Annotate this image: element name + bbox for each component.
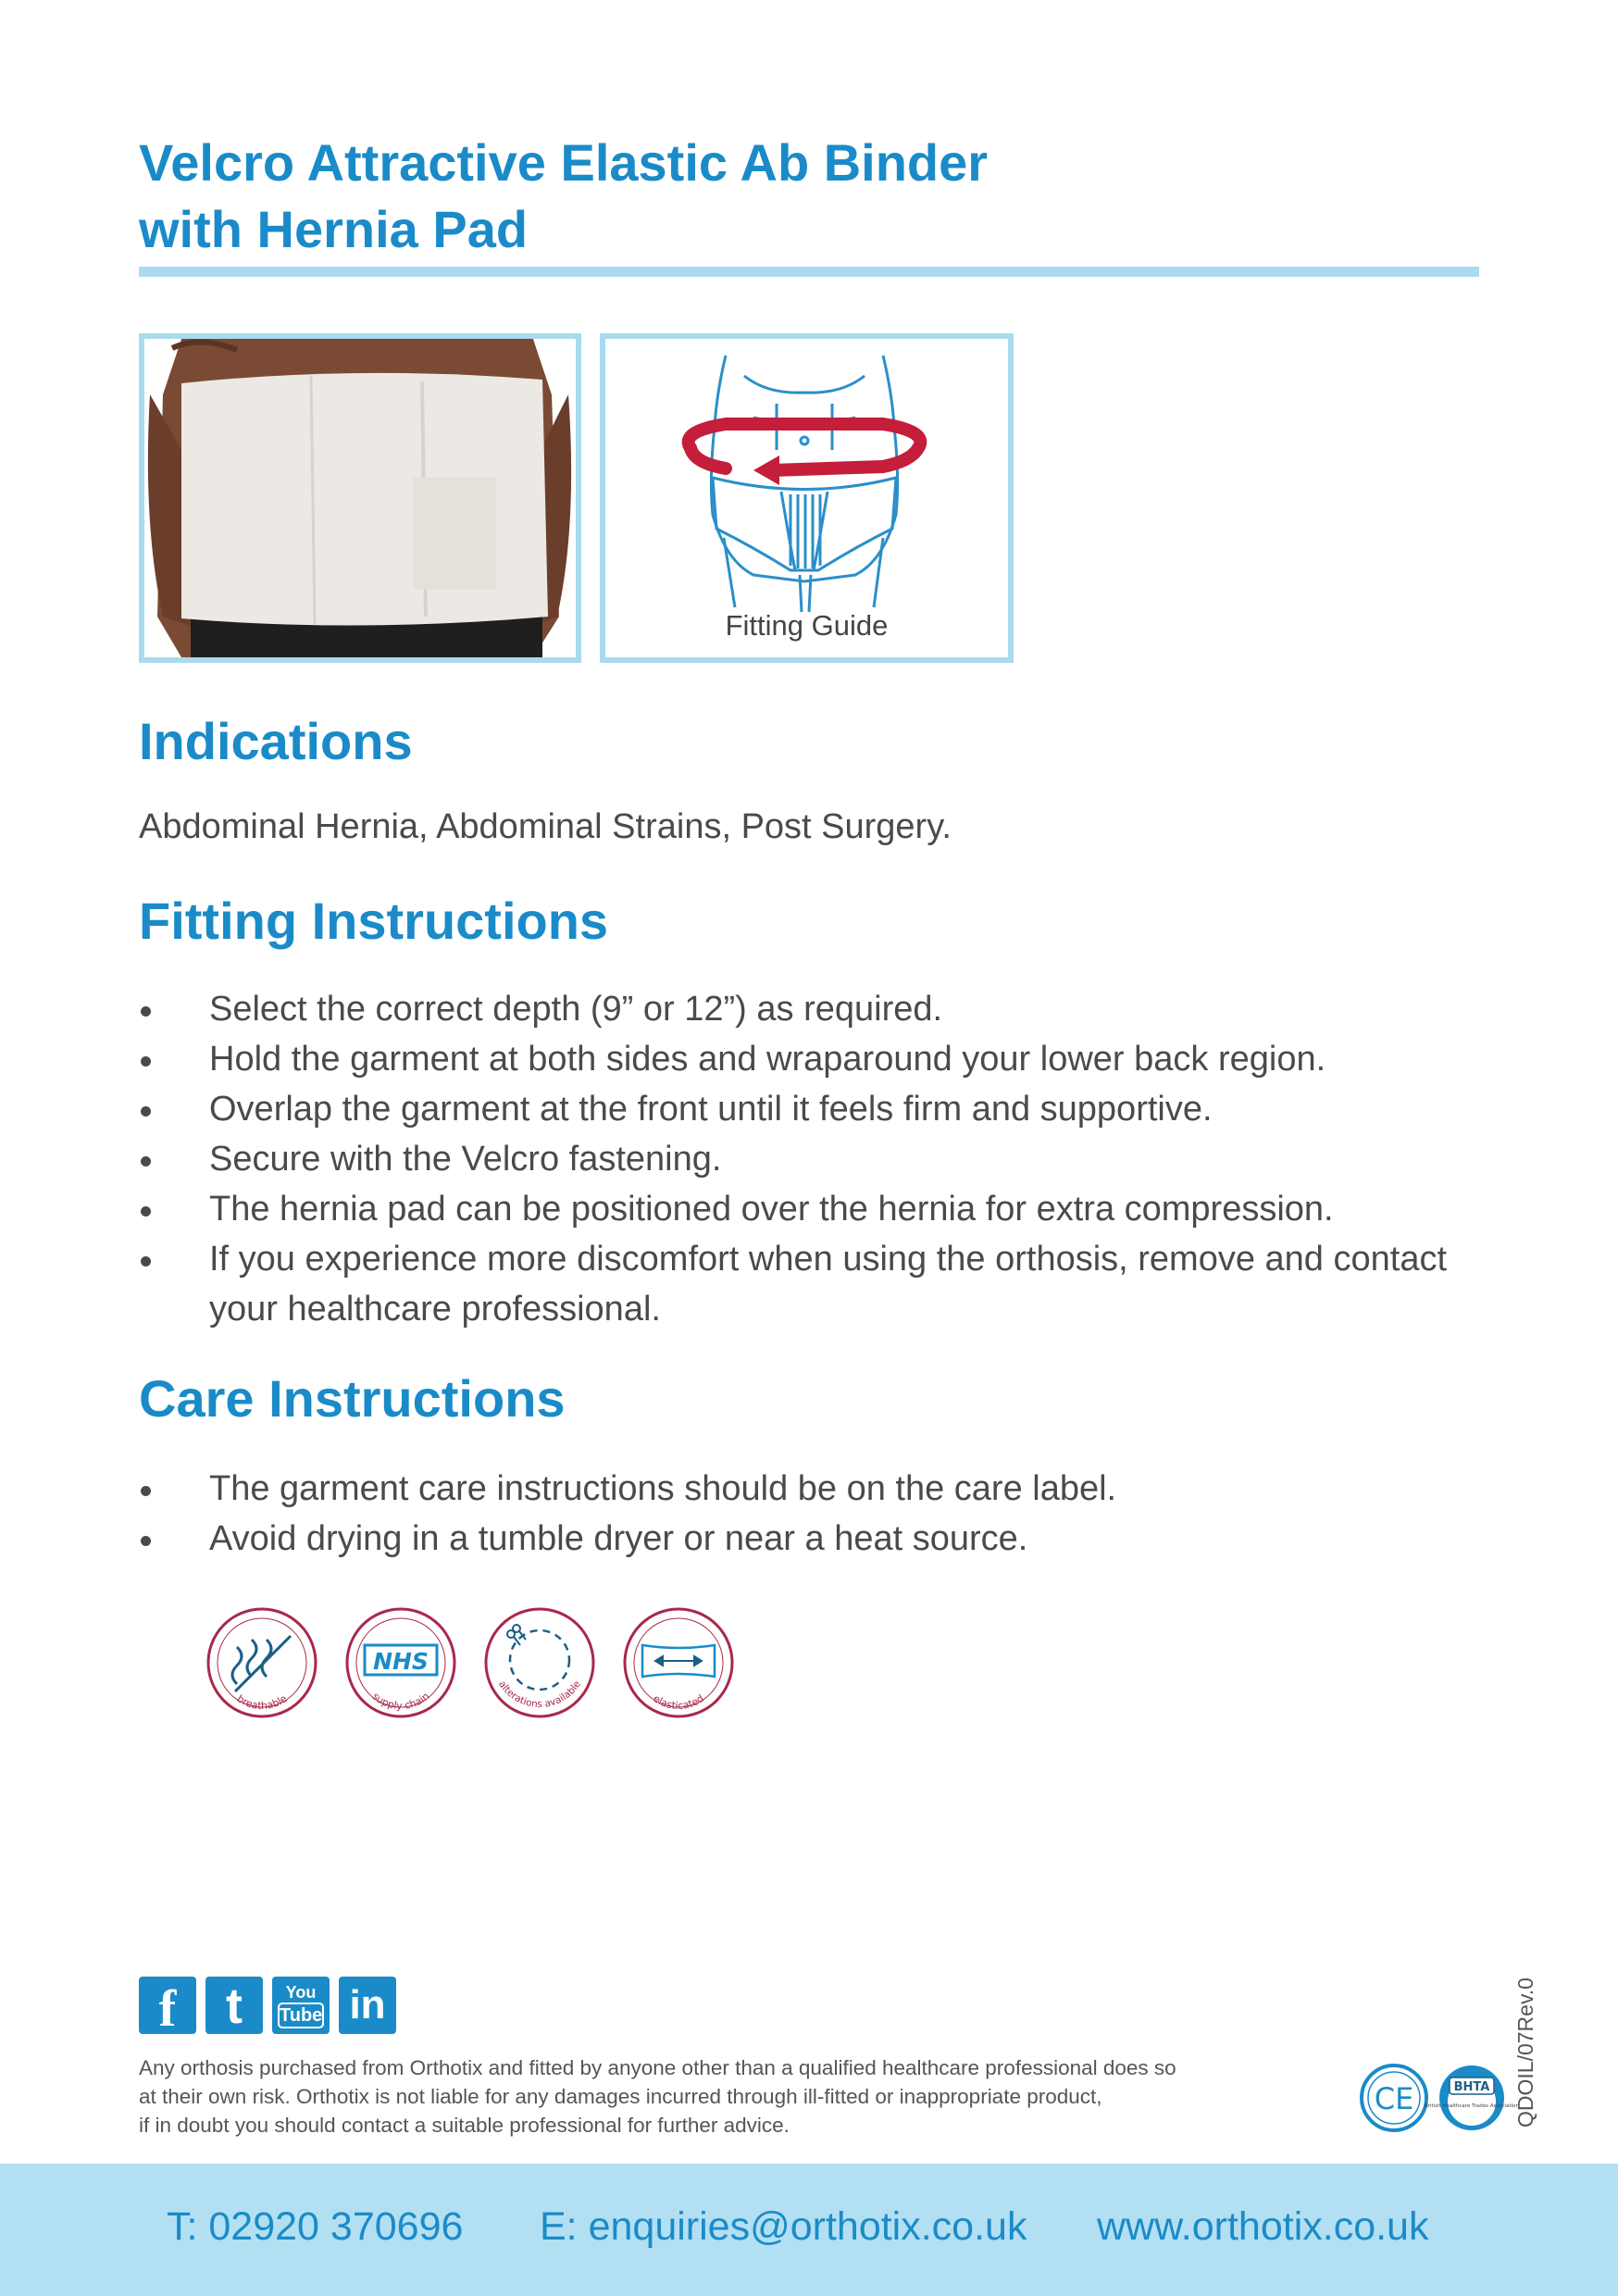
feature-badges [205,1606,761,1727]
fitting-guide-illustration [605,339,1008,617]
website-link[interactable]: www.orthotix.co.uk [1097,2204,1429,2249]
title-line-1: Velcro Attractive Elastic Ab Binder [139,133,989,192]
care-instructions-list [139,1464,1490,1564]
list-item: Hold the garment at both sides and wraparound your lower back region. [139,1034,1490,1084]
list-item: Avoid drying in a tumble dryer or near a heat source. [139,1514,1490,1564]
nhs-supply-chain-icon [344,1606,457,1719]
badge-label: alterations available [496,1678,583,1711]
contact-footer [0,2164,1618,2296]
title-divider [139,267,1479,277]
indications-heading: Indications [139,712,413,770]
badge-label: supply chain [369,1690,432,1713]
product-photo [139,333,581,663]
facebook-icon[interactable]: f [139,1977,196,2034]
list-item: The hernia pad can be positioned over the hernia for extra compression. [139,1184,1490,1234]
svg-text:BHTA: BHTA [1453,2080,1490,2094]
fitting-guide-caption: Fitting Guide [725,609,889,642]
list-item: If you experience more discomfort when using the orthosis, remove and contact your healthcare professional. [139,1234,1490,1334]
title-line-2: with Hernia Pad [139,200,529,258]
linkedin-icon[interactable]: in [339,1977,396,2034]
youtube-icon[interactable]: You Tube [272,1977,330,2034]
binder-photo-illustration [144,339,576,657]
page-title [139,130,1250,263]
twitter-icon[interactable]: t [205,1977,263,2034]
nhs-logo-text: NHS [373,1648,429,1675]
care-instructions-heading: Care Instructions [139,1369,566,1428]
badge-label: breathable [234,1692,290,1713]
list-item: Select the correct depth (9” or 12”) as required. [139,984,1490,1034]
list-item: Secure with the Velcro fastening. [139,1134,1490,1184]
list-item: Overlap the garment at the front until it feels firm and supportive. [139,1084,1490,1134]
badge-label: elasticated [651,1691,706,1713]
breathable-icon [205,1606,318,1719]
indications-text: Abdominal Hernia, Abdominal Strains, Post Surgery. [139,807,952,846]
scissors-icon [483,1606,596,1719]
ce-mark-icon [1359,2063,1429,2133]
elastic-arrow-icon [622,1606,735,1719]
disclaimer: Any orthosis purchased from Orthotix and fitted by anyone other than a qualified healthcare professional does so at their own risk. Orthotix is not liable for any damages incurred through ill-fitted or inappropriate product, if in doubt you should contact a suitable professional for further advice. [139,2056,1176,2137]
fitting-instructions-heading: Fitting Instructions [139,892,609,950]
svg-text:British Healthcare Trades Asso: British Healthcare Trades Association [1424,2103,1520,2109]
document-reference: QDOIL/07Rev.0 [1513,1978,1537,2128]
list-item: The garment care instructions should be on the care label. [139,1464,1490,1514]
bhta-logo-icon [1424,2063,1520,2133]
email-link[interactable]: E: enquiries@orthotix.co.uk [540,2204,1027,2249]
phone-number[interactable]: T: 02920 370696 [167,2204,464,2249]
fitting-instructions-list [139,984,1490,1334]
svg-text:CE: CE [1374,2081,1414,2116]
fitting-guide [600,333,1014,663]
